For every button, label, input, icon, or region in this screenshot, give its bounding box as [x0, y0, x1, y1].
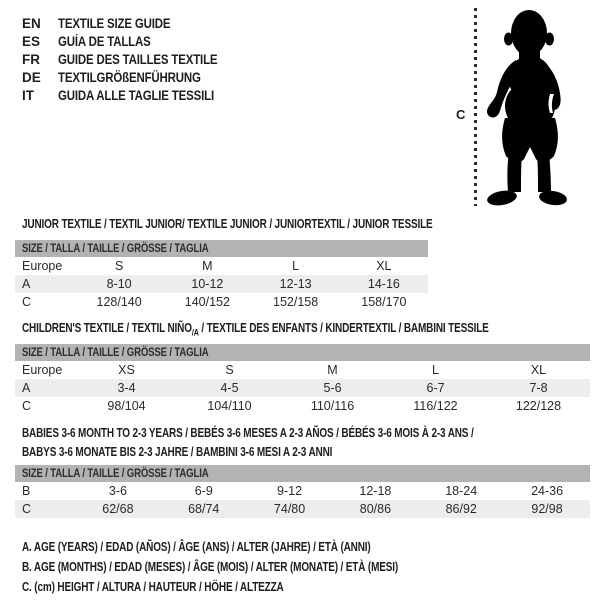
lang-label: GUIDA ALLE TAGLIE TESSILI [58, 88, 214, 103]
lang-row-fr [22, 51, 246, 69]
legend-notes [22, 537, 492, 597]
nino-a-subscript: /A [191, 327, 199, 338]
children-size-table [15, 344, 590, 415]
height-cell: 62/68 [102, 502, 134, 516]
age-cell: 6-7 [426, 381, 445, 395]
size-cell: S [225, 363, 234, 377]
size-header-row: SIZE / TALLA / TAILLE / GRÖSSE / TAGLIA [15, 240, 428, 257]
age-cell: 4-5 [220, 381, 239, 395]
months-cell: 12-18 [359, 484, 392, 498]
height-cell: 74/80 [273, 502, 306, 516]
row-label: A [22, 277, 31, 291]
height-cell: 152/158 [273, 295, 319, 309]
lang-label: GUIDE DES TAILLES TEXTILE [58, 52, 218, 67]
row-label: C [22, 502, 32, 516]
size-header-row: SIZE / TALLA / TAILLE / GRÖSSE / TAGLIA [15, 465, 590, 482]
baby-silhouette [478, 6, 578, 208]
lang-row-es [22, 33, 246, 51]
table-row-months [15, 482, 590, 500]
height-cell: 128/140 [96, 295, 142, 309]
children-section-title: CHILDREN'S TEXTILE / TEXTIL $NIÑO_{/A}$ / TEXTILE DES ENFANTS / KINDERTEXTIL / BAMBINI TESSILE [22, 321, 489, 338]
lang-code: ES [22, 34, 41, 49]
months-cell: 3-6 [108, 484, 127, 498]
junior-section-title: JUNIOR TEXTILE / TEXTIL JUNIOR/ TEXTILE JUNIOR / JUNIORTEXTIL / JUNIOR TESSILE [22, 217, 433, 231]
junior-size-table [15, 240, 428, 311]
babies-title-line2: BABYS 3-6 MONATE BIS 2-3 JAHRE / BAMBINI 3-6 MESI A 2-3 ANNI [22, 445, 333, 459]
lang-row-it [22, 87, 246, 105]
note-c: C. (cm) HEIGHT / ALTURA / HAUTEUR / HÖHE / ALTEZZA [22, 580, 284, 594]
age-cell: 8-10 [106, 277, 132, 291]
height-cell: 86/92 [445, 502, 477, 516]
height-measure-label: C [456, 107, 466, 122]
size-cell: XL [530, 363, 547, 377]
height-cell: 68/74 [188, 502, 220, 516]
height-cell: 80/86 [359, 502, 392, 516]
height-cell: 92/98 [531, 502, 563, 516]
age-cell: 12-13 [279, 277, 312, 291]
lang-code: EN [22, 16, 41, 31]
lang-code: FR [22, 52, 40, 67]
months-cell: 18-24 [445, 484, 478, 498]
row-label: A [22, 381, 31, 395]
language-title-list [22, 15, 246, 105]
months-cell: 24-36 [531, 484, 564, 498]
table-row-europe [15, 361, 590, 379]
height-cell: 104/110 [207, 399, 252, 413]
lang-label: TEXTILGRÖßENFÜHRUNG [58, 70, 201, 85]
table-row-age [15, 379, 590, 397]
height-cell: 158/170 [361, 295, 407, 309]
size-cell: M [327, 363, 338, 377]
babies-size-table [15, 465, 590, 518]
height-cell: 140/152 [184, 295, 230, 309]
note-b: B. AGE (MONTHS) / EDAD (MESES) / ÂGE (MOIS) / ALTER (MONATE) / ETÀ (MESI) [22, 560, 399, 574]
row-label: Europe [22, 259, 63, 273]
size-cell: XL [376, 259, 392, 273]
height-cell: 116/122 [413, 399, 458, 413]
months-cell: 6-9 [194, 484, 213, 498]
table-row-europe [15, 257, 428, 275]
size-cell: L [292, 259, 300, 273]
lang-label: TEXTILE SIZE GUIDE [58, 16, 171, 31]
age-cell: 10-12 [191, 277, 224, 291]
months-cell: 9-12 [277, 484, 303, 498]
note-a: A. AGE (YEARS) / EDAD (AÑOS) / ÂGE (ANS) / ALTER (JAHRE) / ETÀ (ANNI) [22, 540, 371, 554]
babies-title-line1: BABIES 3-6 MONTH TO 2-3 YEARS / BEBÉS 3-6 MESES A 2-3 AÑOS / BÉBÉS 3-6 MOIS À 2-3 ANS / [22, 426, 474, 440]
age-cell: 3-4 [117, 381, 136, 395]
row-label: C [22, 295, 32, 309]
row-label: B [22, 484, 31, 498]
size-cell: L [432, 363, 439, 377]
height-dashed-line [474, 8, 477, 206]
age-cell: 14-16 [367, 277, 400, 291]
height-cell: 98/104 [107, 399, 146, 413]
lang-code: DE [22, 70, 41, 85]
lang-row-de [22, 69, 246, 87]
age-cell: 7-8 [529, 381, 548, 395]
height-cell: 110/116 [310, 399, 355, 413]
table-row-height [15, 397, 590, 415]
height-cell: 122/128 [515, 399, 562, 413]
size-header-row: SIZE / TALLA / TAILLE / GRÖSSE / TAGLIA [15, 344, 590, 361]
row-label: C [22, 399, 32, 413]
lang-row-en [22, 15, 246, 33]
age-cell: 5-6 [323, 381, 342, 395]
row-label: Europe [22, 363, 63, 377]
lang-label: GUÍA DE TALLAS [58, 34, 151, 49]
babies-section-title [22, 424, 586, 462]
lang-code: IT [22, 88, 34, 103]
size-cell: S [114, 259, 124, 273]
size-cell: M [202, 259, 213, 273]
table-row-height [15, 293, 428, 311]
table-row-age [15, 275, 428, 293]
size-cell: XS [118, 363, 135, 377]
table-row-height [15, 500, 590, 518]
